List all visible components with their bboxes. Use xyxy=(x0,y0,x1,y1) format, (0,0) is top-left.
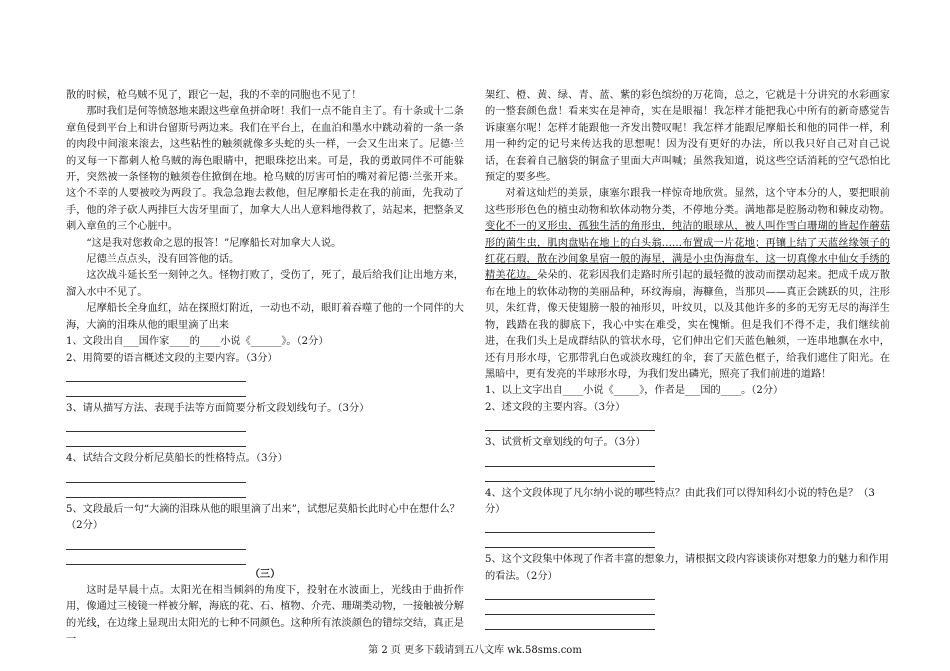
page-footer: 第 2 页 更多下载请到五八文库 wk.58sms.com xyxy=(368,645,582,656)
answer-line[interactable] xyxy=(66,535,246,550)
passage-paragraph: 架红、橙、黄、绿、青、蓝、紫的彩色缤纷的万花筒，总之，它就是十分讲究的水彩画家的一整套颜色盘！看来实在是神奇，实在是眼福！我怎样才能把我心中所有的新奇感觉告诉康塞尔呢！怎样才能跟他一齐发出赞叹呢！我怎样才能跟尼摩船长和他的同伴一样，利用一种约定的记号来传达我的思想呢！因为没有更好的办法，所以我只好自己对自己说话，在套着自己脑袋的铜盒子里面大声叫喊；虽然我知道，说这些空话消耗的空气恐怕比预定的要多些。 xyxy=(485,90,890,184)
question-1: 1、以上文字出自____小说《_____》，作者是___国的____。（2分） xyxy=(485,385,784,397)
question-3: 3、请从描写方法、表现手法等方面简要分析文段划线句子。（3分） xyxy=(66,402,370,414)
passage-paragraph: 尼德兰点点头，没有回答他的话。 xyxy=(86,254,240,266)
question-2: 2、用简要的语言概述文段的主要内容。（3分） xyxy=(66,352,278,364)
question-2: 2、述文段的主要内容。（3分） xyxy=(485,401,626,413)
passage-paragraph: 尼摩船长全身血红，站在探照灯附近，一动也不动，眼盯着吞噬了他的一个同伴的大海，大滴的泪珠从他的眼里滴了出来 xyxy=(66,303,464,331)
question-5: 5、这个文段集中体现了作者丰富的想象力，请根据文段内容谈谈你对想象力的魅力和作用的看法。（2分） xyxy=(485,554,889,582)
question-4: 4、试结合文段分析尼莫船长的性格特点。（3分） xyxy=(66,453,288,465)
answer-line[interactable] xyxy=(485,416,655,431)
question-4: 4、这个文段体现了凡尔纳小说的哪些特点？由此我们可以得知科幻小说的特色是？（3分） xyxy=(485,487,875,515)
passage-paragraph xyxy=(485,186,890,383)
passage-text: 对着这灿烂的美景，康塞尔跟我一样惊奇地欣赏。显然，这个守本分的人，要把眼前这些形形色色的植虫动物和软体动物分类，不停地分类。满地都是腔肠动物和棘皮动物。 xyxy=(485,188,890,216)
passage-text: 朵朵的、花彩因我们走路时所引起的最轻微的波动而摆动起来。把成千成万散布在地上的软体动物的美丽品种，环纹海扇，海糠鱼，当那贝——真正会跳跃的贝，注形贝，朱红背，像天使翅膀一般的袖形贝，叶纹贝，以及其他许多的多的无穷无尽的海洋生物，践踏在我的脚底下，我心中实在难受，实在愧惭。但是我们不得不走，我们继续前进，在我们头上是成群结队的管状水母，它们伸出它们天蓝色触须，一连串地飘在水中，还有月形水母，它那带乳白色或淡玫瑰红的伞，套了天蓝色框子，给我们遮住了阳光。在黑暗中，更有发亮的半球形水母，为我们发出磷光，照亮了我们前进的道路！ xyxy=(485,270,891,380)
passage-paragraph: “这是我对您救命之恩的报答！”尼摩船长对加拿大人说。 xyxy=(86,237,342,249)
answer-line[interactable] xyxy=(485,585,655,600)
answer-line[interactable] xyxy=(66,468,246,483)
answer-line[interactable] xyxy=(485,600,655,615)
left-column xyxy=(66,88,464,649)
answer-line[interactable] xyxy=(66,483,246,498)
passage-paragraph: 这次战斗延长至一刻钟之久。怪物打败了，受伤了，死了，最后给我们让出地方来，溜入水中不见了。 xyxy=(66,270,464,298)
answer-line[interactable] xyxy=(66,382,246,397)
answer-line[interactable] xyxy=(485,518,655,533)
answer-line[interactable] xyxy=(485,533,655,548)
passage-paragraph: 那时我们是何等愤怒地来跟这些章鱼拼命呀！我们一点不能自主了。有十条或十二条章鱼侵到平台上和讲台留斯号两边来。我们在平台上，在血泊和墨水中跳动着的一条一条的肉段中间滚来滚去，这些粘性的触须就像多头蛇的头一样，一会又生出来了。尼德·兰的叉每一下都刺人枪乌贼的海色眼睛中，把眼珠挖出来。可是，我的勇敢同伴不可能躲开，突然被一条怪物的触须卷住掀倒在地。枪乌贼的厉害可怕的嘴对着尼德·兰张开来。这个不幸的人要被咬为两段了。我急急跑去救他，但尼摩船长走在我的前面，先我动了手，他的斧子砍人两排巨大齿牙里面了，加拿大人出人意料地得救了，站起来，把整条叉刺入章鱼的三个心脏中。 xyxy=(66,106,464,233)
question-3: 3、试赏析文章划线的句子。（3分） xyxy=(485,437,646,449)
answer-line[interactable] xyxy=(66,432,246,447)
question-5: 5、文段最后一句“大滴的泪珠从他的眼里滴了出来”，试想尼莫船长此时心中在想什么？（2分） xyxy=(66,503,460,532)
question-1: 1、文段出自___国作家____的____小说《______》。（2分） xyxy=(66,336,329,348)
answer-line[interactable] xyxy=(485,467,655,482)
answer-line[interactable] xyxy=(485,452,655,467)
right-column xyxy=(485,88,890,630)
answer-line[interactable] xyxy=(66,417,246,432)
answer-line[interactable] xyxy=(485,615,655,630)
underlined-sentence: 变化不一的叉形虫，孤独生活的角形虫，纯洁的眼球从，被人叫作雪白珊瑚的皆起作蘑菇形的菌生虫，肌肉盘贴在地上的白头翁……布置成一片花地；再镶上结了天蓝丝缘领子的红花石瑕，散在沙间象星宿一般的海星，满是小虫伪海盘车，这一切真像水中仙女手绣的精美花边。 xyxy=(485,221,890,282)
passage-paragraph: 散的时候，枪乌贼不见了，跟它一起，我的不幸的同胞也不见了！ xyxy=(66,90,362,101)
passage-paragraph: 这时是早晨十点。太阳光在相当倾斜的角度下，投射在水波面上，光线由于曲折作用，像通过三棱镜一样被分解，海底的花、石、植物、介壳、珊瑚类动物，一接触被分解的光线，在边缘上显现出太阳光的七种不同颜色。这种所有浓淡颜色的错综交结，真正是一 xyxy=(66,584,464,646)
answer-line[interactable] xyxy=(66,367,246,382)
section-heading: （三） xyxy=(249,567,281,580)
answer-line[interactable] xyxy=(66,550,246,565)
